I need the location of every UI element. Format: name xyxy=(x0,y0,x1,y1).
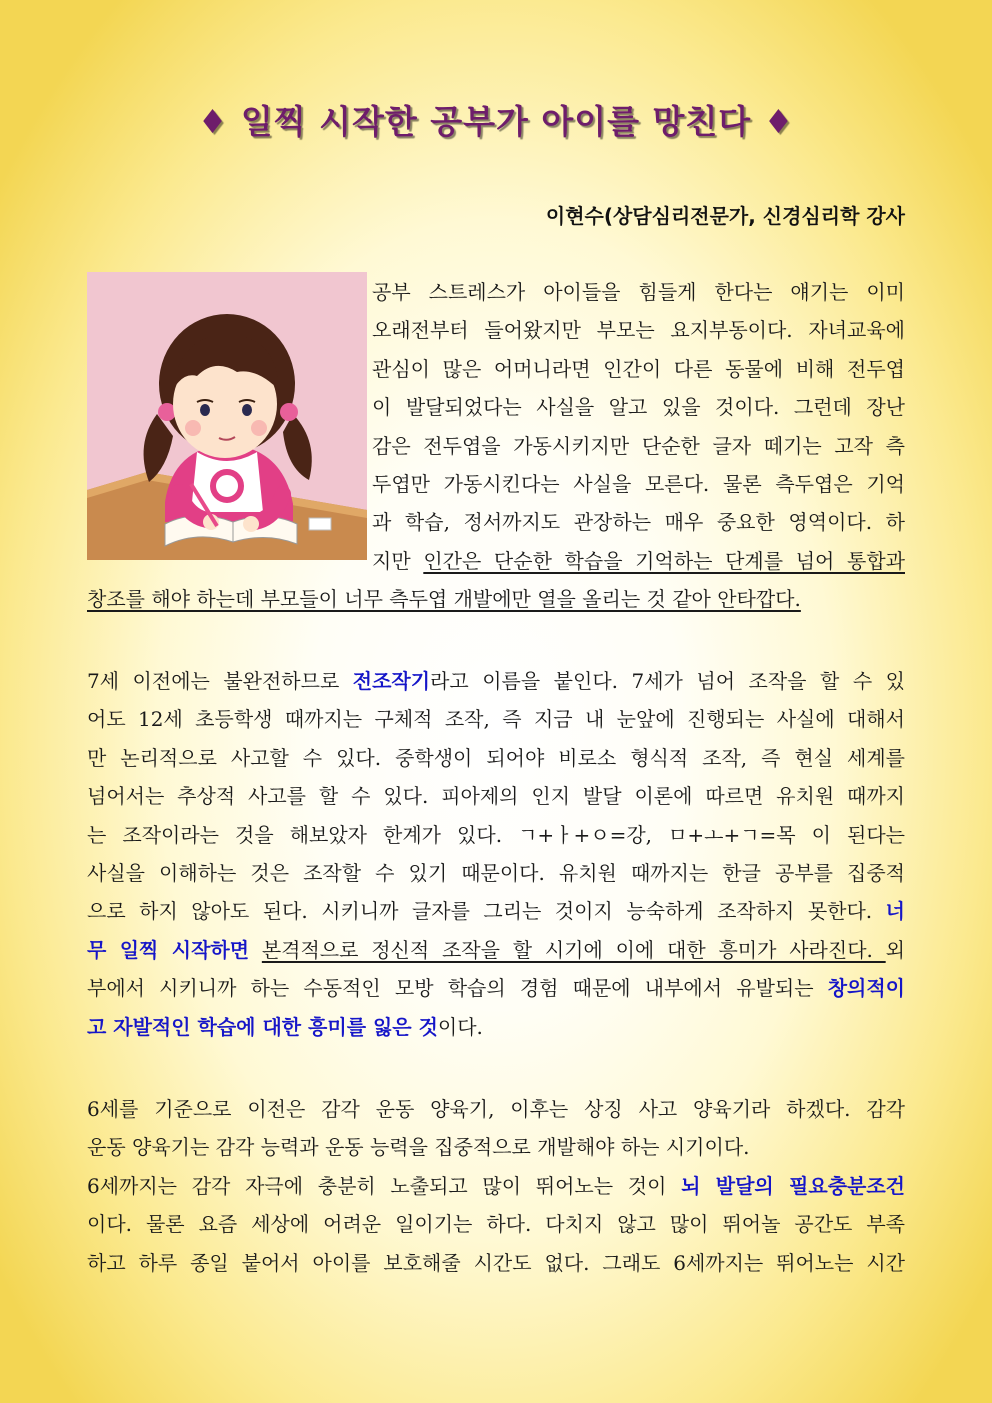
text-line: 감은 전두엽을 가동시키지만 단순한 글자 떼기는 고작 측 xyxy=(372,433,905,458)
text-segment xyxy=(249,938,262,962)
text-segment: 지만 xyxy=(372,548,424,573)
highlight-text: 전조작기 xyxy=(352,669,431,693)
text-line xyxy=(87,580,905,618)
underlined-text: 인간은 단순한 학습을 기억하는 단계를 넘어 통합과 xyxy=(423,548,905,573)
text-line: 운동 양육기는 감각 능력과 운동 능력을 집중적으로 개발해야 하는 시기이다. xyxy=(87,1135,750,1160)
text-line xyxy=(87,931,905,969)
text-line: 과 학습, 정서까지도 관장하는 매우 중요한 영역이다. 하 xyxy=(372,510,905,535)
highlight-text: 창의적이 xyxy=(827,976,905,1001)
highlight-text: 무 일찍 시작하면 xyxy=(87,937,250,962)
paragraph-piaget xyxy=(87,662,905,1046)
text-line xyxy=(87,662,905,700)
text-segment: 이다. xyxy=(437,1014,483,1039)
text-line xyxy=(372,542,905,580)
paragraph-development xyxy=(87,1090,905,1282)
underlined-text: 창조를 해야 하는데 부모들이 너무 측두엽 개발에만 열을 올리는 것 같아 안타깝다. xyxy=(87,587,801,611)
text-line: 오래전부터 들어왔지만 부모는 요지부동이다. 자녀교육에 xyxy=(372,318,905,343)
text-segment: 라고 이름을 붙인다. 7세가 넘어 조작을 할 수 있 xyxy=(430,669,905,693)
text-line: 두엽만 가동시킨다는 사실을 모른다. 물론 측두엽은 기억 xyxy=(372,472,905,497)
text-line: 는 조작이라는 것을 해보았자 한계가 있다. ㄱ+ㅏ+ㅇ=강, ㅁ+ㅗ+ㄱ=목 이 된다는 xyxy=(87,822,905,847)
text-line: 사실을 이해하는 것은 조작할 수 있기 때문이다. 유치원 때까지는 한글 공부를 집중적 xyxy=(87,861,905,886)
text-line: 만 논리적으로 사고할 수 있다. 중학생이 되어야 비로소 형식적 조작, 즉 현실 세계를 xyxy=(87,745,905,770)
highlight-text: 고 자발적인 학습에 대한 흥미를 잃은 것 xyxy=(87,1014,438,1039)
text-line xyxy=(87,1167,905,1205)
text-line xyxy=(87,1008,905,1046)
text-line: 6세를 기준으로 이전은 감각 운동 양육기, 이후는 상징 사고 양육기라 하겠다. 감각 xyxy=(87,1097,905,1121)
text-line: 이 발달되었다는 사실을 알고 있을 것이다. 그런데 장난 xyxy=(372,395,905,420)
paragraph-intro xyxy=(372,273,905,580)
girl-studying-illustration xyxy=(87,272,367,560)
text-segment: 외 xyxy=(885,937,905,962)
underlined-text: 본격적으로 정신적 조작을 할 시기에 이에 대한 흥미가 사라진다. xyxy=(261,937,886,962)
highlight-text: 너 xyxy=(885,899,905,924)
text-segment: 7세 이전에는 불완전하므로 xyxy=(87,669,353,693)
text-line xyxy=(87,969,905,1007)
text-line: 넘어서는 추상적 사고를 할 수 있다. 피아제의 인지 발달 이론에 따르면 유치원 때까지 xyxy=(87,784,905,809)
text-segment: 부에서 시키니까 하는 수동적인 모방 학습의 경험 때문에 내부에서 유발되는 xyxy=(87,976,828,1001)
text-segment: 6세까지는 감각 자극에 충분히 노출되고 많이 뛰어노는 것이 xyxy=(87,1173,682,1198)
text-line: 이다. 물론 요즘 세상에 어려운 일이기는 하다. 다치지 않고 많이 뛰어놀 공간도 부족 xyxy=(87,1212,905,1237)
text-line xyxy=(87,892,905,930)
paragraph-intro-cont xyxy=(87,580,905,618)
text-line: 하고 하루 종일 붙어서 아이를 보호해줄 시간도 없다. 그래도 6세까지는 뛰어노는 시간 xyxy=(87,1250,905,1275)
text-segment: 으로 하지 않아도 된다. 시키니까 글자를 그리는 것이지 능숙하게 조작하지 못한다. xyxy=(87,899,886,924)
text-line: 관심이 많은 어머니라면 인간이 다른 동물에 비해 전두엽 xyxy=(372,356,905,381)
highlight-text: 뇌 발달의 필요충분조건 xyxy=(681,1173,905,1198)
text-line: 어도 12세 초등학생 때까지는 구체적 조작, 즉 지금 내 눈앞에 진행되는 사실에 대해서 xyxy=(87,707,905,732)
text-line: 공부 스트레스가 아이들을 힘들게 한다는 얘기는 이미 xyxy=(372,280,905,304)
author-line: 이현수(상담심리전문가, 신경심리학 강사 xyxy=(545,204,905,228)
page-title: ♦ 일찍 시작한 공부가 아이를 망친다 ♦ xyxy=(197,102,795,141)
